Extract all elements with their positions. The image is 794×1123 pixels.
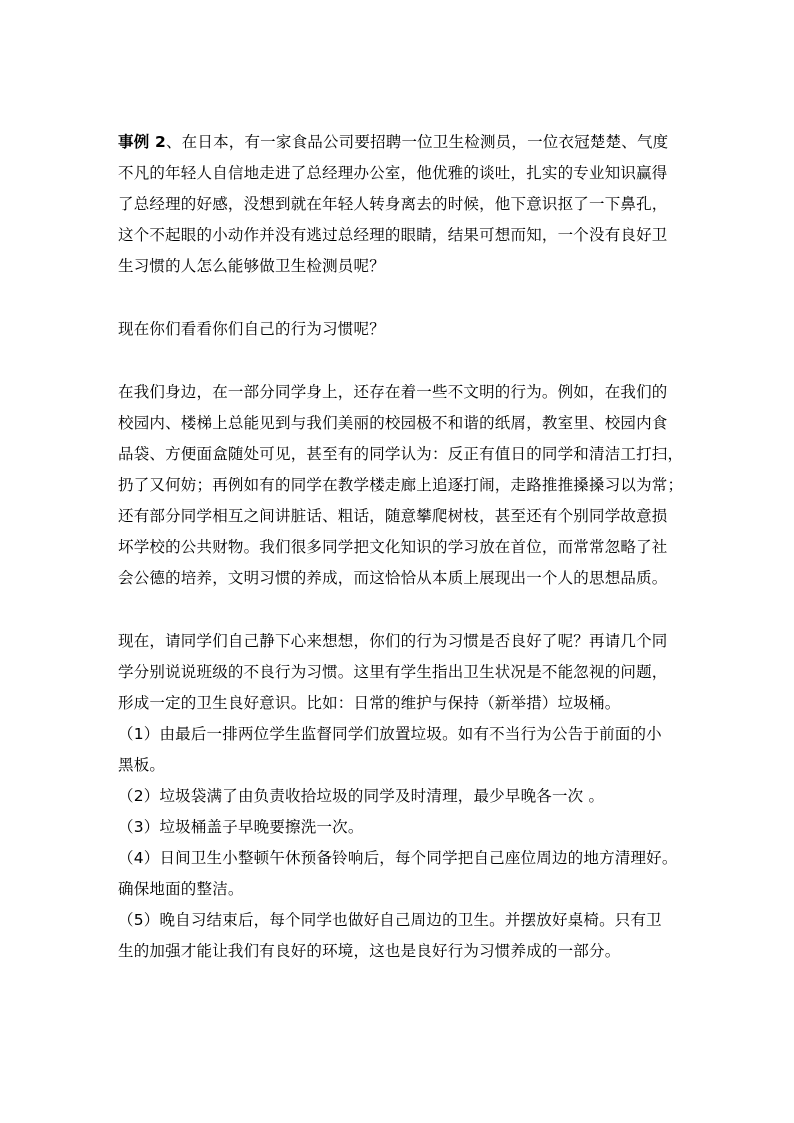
case-2-line-1 — [118, 127, 683, 158]
measure-4-line: （4）日间卫生小整顿午休预备铃响后，每个同学把自己座位周边的地方清理好。 — [118, 849, 678, 867]
hygiene-measures-paragraph — [118, 626, 683, 967]
paragraph-2-line: 扔了又何妨；再例如有的同学在教学楼走廊上追逐打闹，走路推推搡搡习以为常； — [118, 476, 683, 494]
paragraph-2-line: 校园内、楼梯上总能见到与我们美丽的校园极不和谐的纸屑，教室里、校园内食 — [118, 414, 668, 432]
paragraph-3-line: 形成一定的卫生良好意识。比如：日常的维护与保持（新举措）垃圾桶。 — [118, 694, 621, 712]
measure-1-line: 黑板。 — [118, 756, 166, 774]
question-line: 现在你们看看你们自己的行为习惯呢？ — [118, 320, 385, 338]
case-2-line: 不凡的年轻人自信地走进了总经理办公室，他优雅的谈吐，扎实的专业知识赢得 — [118, 164, 668, 182]
case-2-paragraph — [118, 127, 683, 282]
measure-2-line: （2）垃圾袋满了由负责收拾垃圾的同学及时清理，最少早晚各一次 。 — [118, 787, 605, 805]
case-2-line: 生习惯的人怎么能够做卫生检测员呢？ — [118, 257, 385, 275]
case-2-label: 事例 2 — [118, 133, 166, 151]
paragraph-3-line: 学分别说说班级的不良行为习惯。这里有学生指出卫生状况是不能忽视的问题， — [118, 663, 668, 681]
uncivil-behavior-paragraph — [118, 377, 683, 594]
measure-3-line: （3）垃圾桶盖子早晚要擦洗一次。 — [118, 818, 364, 836]
paragraph-2-line: 在我们身边，在一部分同学身上，还存在着一些不文明的行为。例如，在我们的 — [118, 383, 668, 401]
paragraph-2-line: 品袋、方便面盒随处可见，甚至有的同学认为：反正有值日的同学和清洁工打扫， — [118, 445, 683, 463]
paragraph-2-line: 会公德的培养，文明习惯的养成，而这恰恰从本质上展现出一个人的思想品质。 — [118, 569, 668, 587]
measure-5-line: （5）晚自习结束后，每个同学也做好自己周边的卫生。并摆放好桌椅。只有卫 — [118, 911, 662, 929]
question-paragraph — [118, 314, 683, 345]
paragraph-3-line: 现在，请同学们自己静下心来想想，你们的行为习惯是否良好了呢？再请几个同 — [118, 632, 668, 650]
case-2-line: 这个不起眼的小动作并没有逃过总经理的眼睛，结果可想而知，一个没有良好卫 — [118, 226, 668, 244]
measure-4-line: 确保地面的整洁。 — [118, 880, 244, 898]
case-2-line-1-text: 、在日本，有一家食品公司要招聘一位卫生检测员，一位衣冠楚楚、气度 — [165, 133, 669, 151]
paragraph-2-line: 坏学校的公共财物。我们很多同学把文化知识的学习放在首位，而常常忽略了社 — [118, 538, 668, 556]
measure-1-line: （1）由最后一排两位学生监督同学们放置垃圾。如有不当行为公告于前面的小 — [118, 725, 662, 743]
measure-5-line: 生的加强才能让我们有良好的环境，这也是良好行为习惯养成的一部分。 — [118, 942, 621, 960]
case-2-line: 了总经理的好感，没想到就在年轻人转身离去的时候，他下意识抠了一下鼻孔， — [118, 195, 668, 213]
paragraph-2-line: 还有部分同学相互之间讲脏话、粗话，随意攀爬树枝，甚至还有个别同学故意损 — [118, 507, 668, 525]
